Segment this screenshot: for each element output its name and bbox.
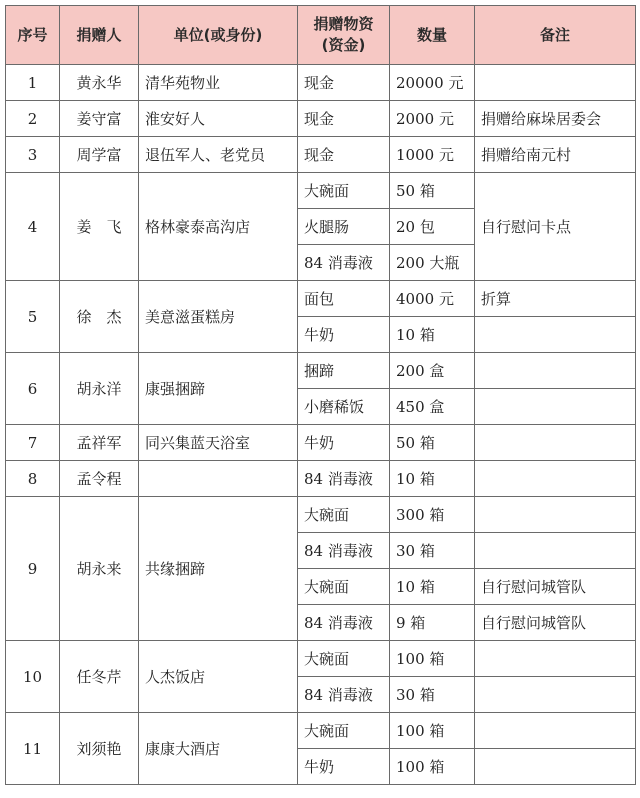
table-row [6, 65, 636, 101]
cell-qty: 100 箱 [390, 641, 475, 677]
cell-qty: 450 盒 [390, 389, 475, 425]
cell-note [475, 461, 636, 497]
cell-unit: 同兴集蓝天浴室 [139, 425, 298, 461]
cell-qty: 100 箱 [390, 749, 475, 785]
table-body [6, 65, 636, 785]
cell-item: 84 消毒液 [298, 677, 390, 713]
cell-item: 面包 [298, 281, 390, 317]
donation-table-frame [5, 5, 635, 785]
cell-unit [139, 461, 298, 497]
cell-unit: 清华苑物业 [139, 65, 298, 101]
cell-item: 84 消毒液 [298, 605, 390, 641]
cell-qty: 200 大瓶 [390, 245, 475, 281]
cell-note [475, 389, 636, 425]
cell-item: 火腿肠 [298, 209, 390, 245]
cell-qty: 200 盒 [390, 353, 475, 389]
cell-item: 现金 [298, 137, 390, 173]
cell-donor: 周学富 [60, 137, 139, 173]
cell-note [475, 533, 636, 569]
table-row [6, 497, 636, 533]
cell-item: 大碗面 [298, 641, 390, 677]
cell-donor: 黄永华 [60, 65, 139, 101]
cell-unit: 共缘捆蹄 [139, 497, 298, 641]
cell-no: 11 [6, 713, 60, 785]
cell-note [475, 317, 636, 353]
cell-qty: 9 箱 [390, 605, 475, 641]
header-unit: 单位(或身份) [139, 6, 298, 65]
cell-no: 10 [6, 641, 60, 713]
cell-note [475, 497, 636, 533]
cell-item: 牛奶 [298, 425, 390, 461]
header-note: 备注 [475, 6, 636, 65]
cell-donor: 姜 飞 [60, 173, 139, 281]
cell-note: 捐赠给麻垛居委会 [475, 101, 636, 137]
cell-item: 大碗面 [298, 569, 390, 605]
cell-note [475, 425, 636, 461]
header-item-line1: 捐赠物资 [313, 15, 374, 33]
cell-qty: 10 箱 [390, 569, 475, 605]
cell-item: 现金 [298, 65, 390, 101]
cell-qty: 20 包 [390, 209, 475, 245]
cell-donor: 胡永来 [60, 497, 139, 641]
cell-item: 大碗面 [298, 497, 390, 533]
table-row [6, 137, 636, 173]
table-row [6, 713, 636, 749]
table-row [6, 425, 636, 461]
cell-unit: 康强捆蹄 [139, 353, 298, 425]
cell-unit: 人杰饭店 [139, 641, 298, 713]
table-row [6, 173, 636, 209]
cell-qty: 20000 元 [390, 65, 475, 101]
header-row [6, 6, 636, 65]
cell-no: 5 [6, 281, 60, 353]
cell-no: 6 [6, 353, 60, 425]
cell-donor: 胡永洋 [60, 353, 139, 425]
cell-qty: 4000 元 [390, 281, 475, 317]
cell-qty: 30 箱 [390, 533, 475, 569]
cell-no: 2 [6, 101, 60, 137]
table-row [6, 281, 636, 317]
cell-item: 84 消毒液 [298, 461, 390, 497]
cell-item: 现金 [298, 101, 390, 137]
cell-note: 自行慰问城管队 [475, 605, 636, 641]
header-qty: 数量 [390, 6, 475, 65]
cell-donor: 徐 杰 [60, 281, 139, 353]
cell-note [475, 65, 636, 101]
cell-item: 牛奶 [298, 749, 390, 785]
cell-donor: 孟祥军 [60, 425, 139, 461]
cell-no: 1 [6, 65, 60, 101]
cell-item: 牛奶 [298, 317, 390, 353]
cell-item: 捆蹄 [298, 353, 390, 389]
table-row [6, 461, 636, 497]
cell-note: 折算 [475, 281, 636, 317]
cell-note [475, 353, 636, 389]
cell-item: 84 消毒液 [298, 533, 390, 569]
header-item [298, 6, 390, 65]
table-row [6, 641, 636, 677]
cell-note: 捐赠给南元村 [475, 137, 636, 173]
cell-note [475, 641, 636, 677]
cell-item: 小磨稀饭 [298, 389, 390, 425]
cell-no: 4 [6, 173, 60, 281]
cell-qty: 10 箱 [390, 317, 475, 353]
cell-qty: 50 箱 [390, 173, 475, 209]
cell-no: 8 [6, 461, 60, 497]
cell-no: 7 [6, 425, 60, 461]
header-no: 序号 [6, 6, 60, 65]
cell-unit: 美意滋蛋糕房 [139, 281, 298, 353]
table-row [6, 353, 636, 389]
header-donor: 捐赠人 [60, 6, 139, 65]
cell-unit: 康康大酒店 [139, 713, 298, 785]
cell-unit: 格林豪泰高沟店 [139, 173, 298, 281]
donation-table [5, 5, 636, 785]
cell-unit: 退伍军人、老党员 [139, 137, 298, 173]
cell-qty: 2000 元 [390, 101, 475, 137]
cell-note [475, 677, 636, 713]
cell-item: 大碗面 [298, 713, 390, 749]
cell-item: 大碗面 [298, 173, 390, 209]
cell-item: 84 消毒液 [298, 245, 390, 281]
cell-note [475, 713, 636, 749]
cell-donor: 孟令程 [60, 461, 139, 497]
cell-qty: 1000 元 [390, 137, 475, 173]
cell-qty: 10 箱 [390, 461, 475, 497]
cell-no: 3 [6, 137, 60, 173]
cell-note [475, 749, 636, 785]
cell-no: 9 [6, 497, 60, 641]
table-row [6, 101, 636, 137]
cell-qty: 30 箱 [390, 677, 475, 713]
cell-unit: 淮安好人 [139, 101, 298, 137]
cell-donor: 任冬芹 [60, 641, 139, 713]
header-item-line2: (资金) [321, 36, 366, 54]
cell-note: 自行慰问城管队 [475, 569, 636, 605]
table-header [6, 6, 636, 65]
cell-donor: 姜守富 [60, 101, 139, 137]
cell-note: 自行慰问卡点 [475, 173, 636, 281]
cell-qty: 100 箱 [390, 713, 475, 749]
cell-qty: 300 箱 [390, 497, 475, 533]
cell-qty: 50 箱 [390, 425, 475, 461]
cell-donor: 刘须艳 [60, 713, 139, 785]
